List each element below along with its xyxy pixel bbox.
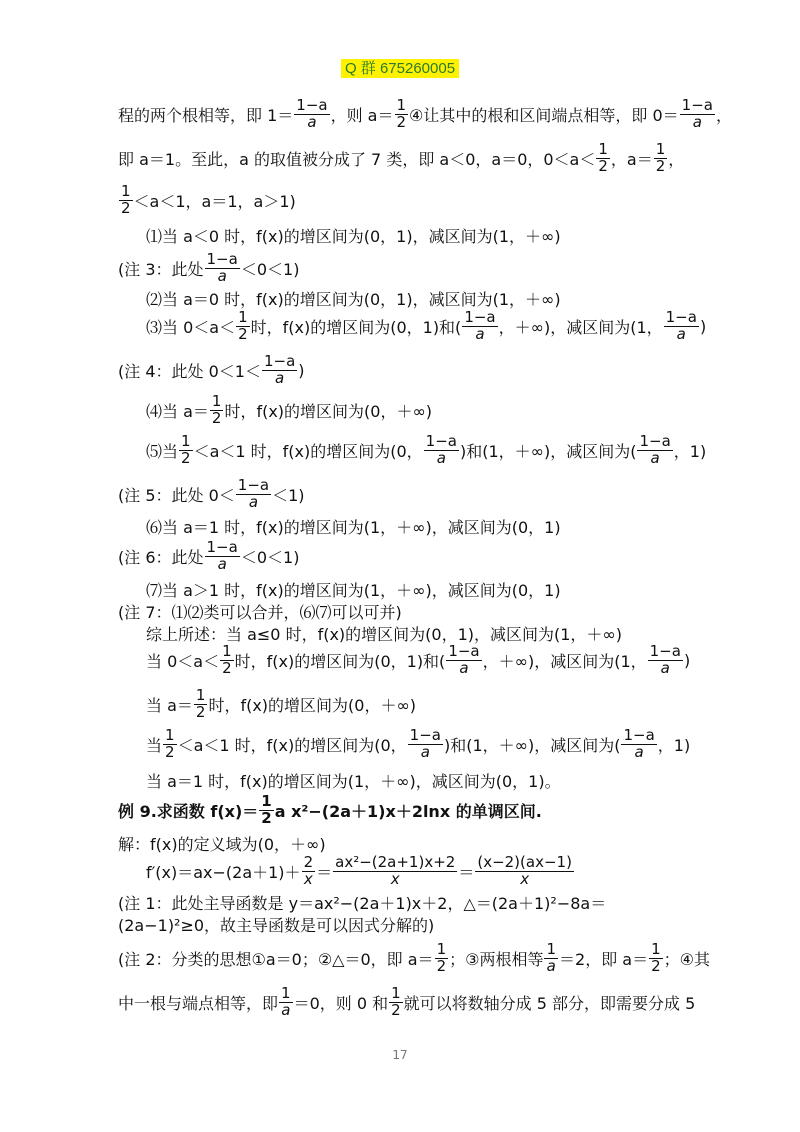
text: f′(x)＝ax−(2a＋1)＋ <box>146 862 301 882</box>
num: 1−a <box>464 308 496 326</box>
text: 即 a＝1。至此，a 的取值被分成了 7 类，即 a＜0，a＝0，0＜a＜ <box>118 149 596 169</box>
text: ＝2，即 a＝ <box>559 949 649 969</box>
num: 1 <box>651 940 661 958</box>
fraction <box>462 310 497 343</box>
fraction <box>210 394 224 427</box>
text: ⑵当 a＝0 时，f(x)的增区间为(0，1)，减区间为(1，＋∞) <box>146 290 561 309</box>
solution-domain <box>118 832 326 855</box>
text: )和(1，＋∞)，减区间为( <box>443 735 621 755</box>
fraction <box>302 855 316 888</box>
text: 当 a＝1 时，f(x)的增区间为(1，＋∞)，减区间为(0，1)。 <box>146 772 561 791</box>
num: 1 <box>396 96 407 114</box>
num: 1 <box>655 140 666 158</box>
den: a <box>475 324 485 343</box>
den: a <box>660 658 670 677</box>
num: 1 <box>121 182 131 200</box>
den: 2 <box>121 198 131 217</box>
den: a <box>420 742 430 761</box>
text: 当 a＝ <box>146 695 193 715</box>
note-7 <box>118 600 402 623</box>
fraction <box>596 142 610 175</box>
line-seven-classes <box>118 142 684 175</box>
summary-5 <box>146 769 561 792</box>
num: 1 <box>222 642 232 660</box>
text: 时，f(x)的增区间为(0，1)和( <box>250 317 462 337</box>
num: 1 <box>391 984 401 1002</box>
text: ， <box>715 105 732 125</box>
fraction <box>654 142 668 175</box>
text: 程的两个根相等，即 1＝ <box>118 105 294 125</box>
note-6 <box>118 540 299 573</box>
den: a <box>217 554 227 573</box>
fraction <box>649 942 663 975</box>
text: 时，f(x)的增区间为(0，1)和( <box>234 651 446 671</box>
fraction <box>389 986 403 1019</box>
text: ⑶当 0＜a＜ <box>146 317 236 337</box>
num: 1−a <box>206 538 238 556</box>
text: 当 0＜a＜ <box>146 651 220 671</box>
text: ＜0＜1) <box>240 259 300 279</box>
header-badge <box>0 57 800 78</box>
note-4 <box>118 354 305 387</box>
case-4 <box>146 394 432 427</box>
text: ，1) <box>673 441 707 461</box>
text: 综上所述：当 a≤0 时，f(x)的增区间为(0，1)，减区间为(1，＋∞) <box>146 625 622 644</box>
den: 2 <box>261 808 272 827</box>
fraction <box>119 184 133 217</box>
text: ⑸当 <box>146 441 179 461</box>
text: (注 4：此处 0＜1＜ <box>118 361 261 381</box>
case-2 <box>146 287 561 310</box>
fraction <box>424 434 459 467</box>
summary-4 <box>146 728 690 761</box>
text: ， <box>668 149 685 169</box>
den: 2 <box>195 702 206 721</box>
den: 2 <box>436 956 447 975</box>
den: 2 <box>598 156 608 175</box>
num: 1 <box>281 984 291 1002</box>
den: 2 <box>651 956 661 975</box>
text: ，1) <box>657 735 691 755</box>
num: 1−a <box>448 642 480 660</box>
fraction <box>544 942 558 975</box>
text: (注 7：⑴⑵类可以合并，⑹⑺可以可并) <box>118 603 402 622</box>
num: 1 <box>195 686 206 704</box>
num: 1 <box>165 726 175 744</box>
text: ⑹当 a＝1 时，f(x)的增区间为(1，＋∞)，减区间为(0，1) <box>146 518 561 537</box>
text: ；③两根相等 <box>449 949 544 969</box>
num: (x−2)(ax−1) <box>477 853 572 871</box>
text: 中一根与端点相等，即 <box>118 993 279 1013</box>
fraction <box>680 98 715 131</box>
text: ) <box>683 650 691 670</box>
text: ＝0，则 0 和 <box>293 993 389 1013</box>
num: 1 <box>436 940 447 958</box>
den: a <box>436 448 446 467</box>
fraction <box>648 644 683 677</box>
text: 时，f(x)的增区间为(0，＋∞) <box>208 695 417 715</box>
num: 1−a <box>639 432 671 450</box>
text: 例 9.求函数 f(x)＝ <box>118 801 259 821</box>
line-root-equal <box>118 98 732 131</box>
num: 1−a <box>237 476 270 494</box>
den: 2 <box>396 112 407 131</box>
case-7 <box>146 578 561 601</box>
text: )和(1，＋∞)，减区间为( <box>459 441 637 461</box>
text: ) <box>298 360 305 380</box>
text: ，则 a＝ <box>330 105 394 125</box>
text: ＜a＜1，a＝1，a＞1) <box>133 191 296 211</box>
text: ＜1) <box>272 485 305 505</box>
num: 1 <box>181 432 191 450</box>
text: ＜0＜1) <box>240 547 300 567</box>
fraction <box>205 540 240 573</box>
fraction <box>194 688 208 721</box>
num: 1−a <box>649 642 681 660</box>
text: ＝ <box>458 862 475 882</box>
fraction <box>236 310 250 343</box>
text: a x²−(2a＋1)x＋2lnx 的单调区间. <box>274 801 542 821</box>
num: 1−a <box>263 352 296 370</box>
den: x <box>520 869 530 888</box>
case-1 <box>146 224 561 247</box>
text: ＝ <box>316 862 333 882</box>
example-9-title <box>118 794 542 827</box>
text: 时，f(x)的增区间为(0，＋∞) <box>224 401 433 421</box>
den: a <box>275 368 285 387</box>
case-3 <box>146 310 706 343</box>
text: ⑴当 a＜0 时，f(x)的增区间为(0，1)，减区间为(1，＋∞) <box>146 227 561 246</box>
text: ) <box>699 316 707 336</box>
text: ，＋∞)，减区间为(1， <box>498 317 663 337</box>
note-1: (注 1：此处主导函数是 y＝ax²−(2a＋1)x＋2，△＝(2a＋1)²−8a＝(2a−1)²≥0，故主导函数是可以因式分解的) <box>118 894 607 935</box>
fraction <box>475 855 574 888</box>
note-5 <box>118 478 305 511</box>
text: 当 <box>146 735 163 755</box>
den: 2 <box>211 408 222 427</box>
page-number: 17 <box>392 1048 408 1062</box>
case-6 <box>146 515 561 538</box>
fraction <box>408 728 443 761</box>
text: (注 6：此处 <box>118 547 204 567</box>
fraction <box>446 644 481 677</box>
num: 1 <box>546 940 557 958</box>
fraction <box>664 310 699 343</box>
den: 2 <box>181 448 191 467</box>
text: ⑺当 a＞1 时，f(x)的增区间为(1，＋∞)，减区间为(0，1) <box>146 581 561 600</box>
fraction <box>259 794 273 827</box>
den: 2 <box>222 658 232 677</box>
note-2-cont <box>118 986 695 1019</box>
fraction <box>294 98 329 131</box>
summary-2 <box>146 644 690 677</box>
num: 1 <box>598 140 608 158</box>
text: ，a＝ <box>610 149 653 169</box>
den: a <box>692 112 702 131</box>
den: 2 <box>238 324 248 343</box>
text: (注 3：此处 <box>118 259 204 279</box>
num: 1 <box>211 392 222 410</box>
den: a <box>634 742 644 761</box>
text: ⑷当 a＝ <box>146 401 209 421</box>
den: a <box>650 448 660 467</box>
den: 2 <box>165 742 175 761</box>
num: 1−a <box>296 96 328 114</box>
den: 2 <box>391 1000 401 1019</box>
fraction <box>333 855 457 888</box>
den: x <box>303 869 313 888</box>
note-2 <box>118 942 710 975</box>
fraction <box>262 354 297 387</box>
text: 解：f(x)的定义域为(0，＋∞) <box>118 835 326 854</box>
den: a <box>217 266 227 285</box>
fraction <box>179 434 193 467</box>
den: a <box>248 492 259 511</box>
fraction <box>205 252 240 285</box>
fraction <box>163 728 177 761</box>
fraction <box>236 478 271 511</box>
num: ax²−(2a+1)x+2 <box>335 853 456 871</box>
summary-1 <box>146 622 622 645</box>
text: ④让其中的根和区间端点相等，即 0＝ <box>409 105 679 125</box>
fraction <box>395 98 409 131</box>
num: 2 <box>303 853 314 871</box>
den: a <box>459 658 469 677</box>
num: 1 <box>238 308 248 326</box>
fraction <box>637 434 672 467</box>
text: ＜a＜1 时，f(x)的增区间为(0， <box>177 735 407 755</box>
num: 1−a <box>665 308 697 326</box>
note-3 <box>118 252 299 285</box>
num: 1−a <box>425 432 457 450</box>
fraction <box>435 942 449 975</box>
den: x <box>390 869 400 888</box>
text: ＜a＜1 时，f(x)的增区间为(0， <box>193 441 423 461</box>
summary-3 <box>146 688 416 721</box>
den: 2 <box>655 156 666 175</box>
text: ，＋∞)，减区间为(1， <box>482 651 647 671</box>
num: 1 <box>261 792 272 810</box>
line-seven-classes-cont <box>118 184 296 217</box>
fraction <box>279 986 293 1019</box>
num: 1−a <box>206 250 238 268</box>
case-5 <box>146 434 706 467</box>
den: a <box>281 1000 291 1019</box>
fraction <box>220 644 234 677</box>
text: (注 2：分类的思想①a＝0；②△＝0，即 a＝ <box>118 949 434 969</box>
num: 1−a <box>681 96 713 114</box>
derivative-line <box>146 855 575 888</box>
den: a <box>307 112 317 131</box>
text: (注 5：此处 0＜ <box>118 485 235 505</box>
fraction <box>621 728 656 761</box>
header-text: Q 群 675260005 <box>341 59 459 78</box>
den: a <box>546 956 556 975</box>
text: 就可以将数轴分成 5 部分，即需要分成 5 <box>403 993 696 1013</box>
den: a <box>676 324 686 343</box>
num: 1−a <box>623 726 655 744</box>
text: ；④其 <box>663 949 710 969</box>
num: 1−a <box>409 726 441 744</box>
